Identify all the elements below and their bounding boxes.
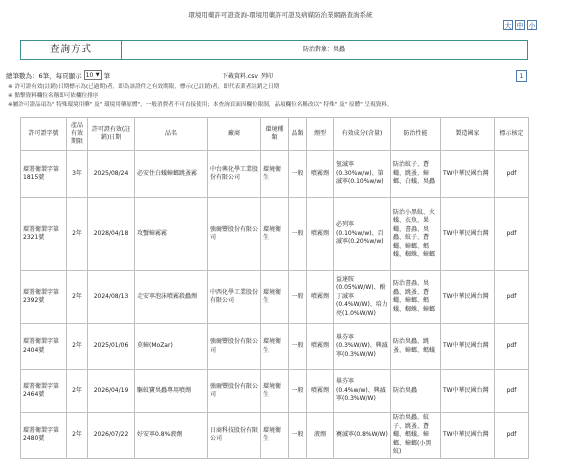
header-product-name[interactable]: 品名 bbox=[135, 118, 208, 151]
table-row bbox=[21, 198, 529, 271]
header-valid-date[interactable]: 許可證有效(註銷)日期 bbox=[88, 118, 135, 151]
formulation: 噴霧劑 bbox=[307, 271, 334, 324]
active-ingredient: 氫滅寧(0.30%w/w)、第滅寧(0.10%w/w) bbox=[334, 151, 391, 198]
font-small-button[interactable]: 小 bbox=[528, 22, 536, 30]
results-table bbox=[20, 117, 529, 459]
environment-type: 環境衛生 bbox=[261, 151, 289, 198]
license-no[interactable]: 環署衛製字第1815號 bbox=[21, 151, 67, 198]
validity-period: 2年 bbox=[67, 324, 88, 370]
validity-period: 2年 bbox=[67, 413, 88, 459]
results-summary bbox=[6, 70, 110, 80]
manufacturer: 中台興化學工業股份有限公司 bbox=[208, 151, 261, 198]
active-ingredient: 畢芬寧(0.3%W/W)、興滅寧(0.3%W/W) bbox=[334, 324, 391, 370]
manufacturer: 日商科技股份有限公司 bbox=[208, 413, 261, 459]
validity-period: 3年 bbox=[67, 151, 88, 198]
product-name: 攻蟹蟑霧霧 bbox=[135, 198, 208, 271]
formulation: 噴霧劑 bbox=[307, 151, 334, 198]
country: TW中華民國台灣 bbox=[441, 271, 495, 324]
control-target: 防治蚊子、蒼蠅、跳蚤、蟑螂、白蟻、臭蟲 bbox=[391, 151, 441, 198]
category: 一般 bbox=[289, 271, 307, 324]
active-ingredient: 益達胺(0.05%W/W)、酚丁滅寧(0.4%W/W)、培力亮(1.0%W/W) bbox=[334, 271, 391, 324]
manufacturer: 中西化學工業股份有限公司 bbox=[208, 271, 261, 324]
header-formulation[interactable]: 劑型 bbox=[307, 118, 334, 151]
manufacturer: 強爾豐股份有限公司 bbox=[208, 198, 261, 271]
per-page-select[interactable] bbox=[84, 70, 102, 80]
country: TW中華民國台灣 bbox=[441, 198, 495, 271]
formulation: 噴霧劑 bbox=[307, 370, 334, 413]
license-no[interactable]: 環署衛製字第2480號 bbox=[21, 413, 67, 459]
pdf-link[interactable]: pdf bbox=[495, 271, 529, 324]
control-target: 防治小黑蚊、火蟻、衣魚、果蠅、書蝨、臭蟲、蚊子、蒼蠅、蟑螂、螞蟻、蜘蛛、蟑螂 bbox=[391, 198, 441, 271]
table-row bbox=[21, 151, 529, 198]
active-ingredient: 必列寧(0.10%w/w)、百滅寧(0.20%w/w) bbox=[334, 198, 391, 271]
license-no[interactable]: 環署衛製字第2392號 bbox=[21, 271, 67, 324]
category: 一般 bbox=[289, 151, 307, 198]
query-target-text: 防治對象：臭蟲 bbox=[302, 46, 345, 53]
per-page-value: 10 bbox=[85, 71, 94, 79]
header-environment-type[interactable]: 環境種類 bbox=[261, 118, 289, 151]
validity-period: 2年 bbox=[67, 198, 88, 271]
print-link[interactable]: 列印 bbox=[261, 73, 274, 80]
font-large-button[interactable]: 大 bbox=[504, 22, 512, 30]
table-row bbox=[21, 413, 529, 459]
pdf-link[interactable]: pdf bbox=[495, 413, 529, 459]
environment-type: 環境衛生 bbox=[261, 324, 289, 370]
header-license-no[interactable]: 許可證字號 bbox=[21, 118, 67, 151]
formulation: 噴霧劑 bbox=[307, 324, 334, 370]
query-method-label: 查詢方式 bbox=[21, 41, 122, 59]
active-ingredient: 畢芬寧(0.4%w/w)、興滅寧(0.3%W/W) bbox=[334, 370, 391, 413]
formulation: 噴霧劑 bbox=[307, 198, 334, 271]
valid-date: 2026/07/22 bbox=[88, 413, 135, 459]
product-name: 必安住白蟻蟑螂跳蚤霧 bbox=[135, 151, 208, 198]
environment-type: 環境衛生 bbox=[261, 413, 289, 459]
page-title: 環境用藥許可證查詢-環境用藥許可證及病媒防治業網路查詢系統 bbox=[188, 11, 373, 19]
per-page-suffix: 筆 bbox=[103, 71, 111, 80]
country: TW中華民國台灣 bbox=[441, 151, 495, 198]
license-no[interactable]: 環署衛製字第2321號 bbox=[21, 198, 67, 271]
manufacturer: 強爾豐股份有限公司 bbox=[208, 324, 261, 370]
environment-type: 環境衛生 bbox=[261, 271, 289, 324]
environment-type: 環境衛生 bbox=[261, 198, 289, 271]
download-csv-link[interactable]: 下載資料.csv bbox=[222, 73, 258, 80]
table-header-row bbox=[21, 118, 529, 151]
header-category[interactable]: 品類 bbox=[289, 118, 307, 151]
header-control-target[interactable]: 防治性能 bbox=[391, 118, 441, 151]
valid-date: 2025/08/24 bbox=[88, 151, 135, 198]
note-sorting: ※ 點擊資料欄位名稱即可依欄位排序 bbox=[8, 93, 99, 99]
header-validity-period[interactable]: 產品有效期限 bbox=[67, 118, 88, 151]
valid-date: 2026/04/19 bbox=[88, 370, 135, 413]
control-target: 防治臭蟲、蚊子、跳蚤、蒼蠅、螞蟻、蟑螂、蟑螂(小黑蚊) bbox=[391, 413, 441, 459]
table-row bbox=[21, 271, 529, 324]
validity-period: 2年 bbox=[67, 370, 88, 413]
pdf-link[interactable]: pdf bbox=[495, 198, 529, 271]
query-panel bbox=[20, 40, 528, 60]
validity-period: 2年 bbox=[67, 271, 88, 324]
manufacturer: 強爾豐股份有限公司 bbox=[208, 370, 261, 413]
page-1-button[interactable]: 1 bbox=[516, 70, 527, 82]
valid-date: 2024/08/13 bbox=[88, 271, 135, 324]
formulation: 液劑 bbox=[307, 413, 334, 459]
pdf-link[interactable]: pdf bbox=[495, 151, 529, 198]
header-country[interactable]: 製造國家 bbox=[441, 118, 495, 151]
product-name: 好安寧0.8%液劑 bbox=[135, 413, 208, 459]
product-name: 走安寧泡沫噴霧殺蟲劑 bbox=[135, 271, 208, 324]
category: 一般 bbox=[289, 198, 307, 271]
control-target: 防治臭蟲、跳蚤、蟑螂、螞蟻 bbox=[391, 324, 441, 370]
control-target: 防治臭蟲 bbox=[391, 370, 441, 413]
valid-date: 2028/04/18 bbox=[88, 198, 135, 271]
license-no[interactable]: 環署衛製字第2464號 bbox=[21, 370, 67, 413]
note-special-items: ※屬許可證品項為" 特殊環境用藥" 及" 環境用藥原體"，一般消費者不可直接使用；本查詢頁面因欄位限制，品項欄位名稱改以" 特殊" 及" 原體" 呈現資料。 bbox=[8, 102, 393, 108]
environment-type: 環境衛生 bbox=[261, 370, 289, 413]
country: TW中華民國台灣 bbox=[441, 370, 495, 413]
font-size-controls bbox=[503, 20, 537, 30]
category: 一般 bbox=[289, 370, 307, 413]
header-label-approval[interactable]: 標示核定 bbox=[495, 118, 529, 151]
category: 一般 bbox=[289, 324, 307, 370]
category: 一般 bbox=[289, 413, 307, 459]
total-count-text: 總筆數為：6筆，每頁顯示 bbox=[6, 71, 82, 80]
table-row bbox=[21, 324, 529, 370]
country: TW中華民國台灣 bbox=[441, 413, 495, 459]
active-ingredient: 賽滅寧(0.8%W/W) bbox=[334, 413, 391, 459]
pdf-link[interactable]: pdf bbox=[495, 370, 529, 413]
chevron-down-icon: ▼ bbox=[95, 72, 100, 78]
note-validity: ※ 許可證有效(註銷)日期標示為(已過期)者，即為該證件之有效期限，標示(已註銷)者，即代表業者註銷之日期 bbox=[8, 84, 280, 90]
header-active-ingredient[interactable]: 有效成分(含量) bbox=[334, 118, 391, 151]
product-name: 驅蚊寶臭蟲專用噴劑 bbox=[135, 370, 208, 413]
table-row bbox=[21, 370, 529, 413]
country: TW中華民國台灣 bbox=[441, 324, 495, 370]
font-medium-button[interactable]: 中 bbox=[516, 22, 524, 30]
license-no[interactable]: 環署衛製字第2404號 bbox=[21, 324, 67, 370]
control-target: 防治書蝨、臭蟲、跳蚤、蒼蠅、蟑螂、螞蟻、蜘蛛、蟑螂 bbox=[391, 271, 441, 324]
pdf-link[interactable]: pdf bbox=[495, 324, 529, 370]
product-name: 莫蟑(MoZar) bbox=[135, 324, 208, 370]
header-manufacturer[interactable]: 廠商 bbox=[208, 118, 261, 151]
valid-date: 2025/01/06 bbox=[88, 324, 135, 370]
